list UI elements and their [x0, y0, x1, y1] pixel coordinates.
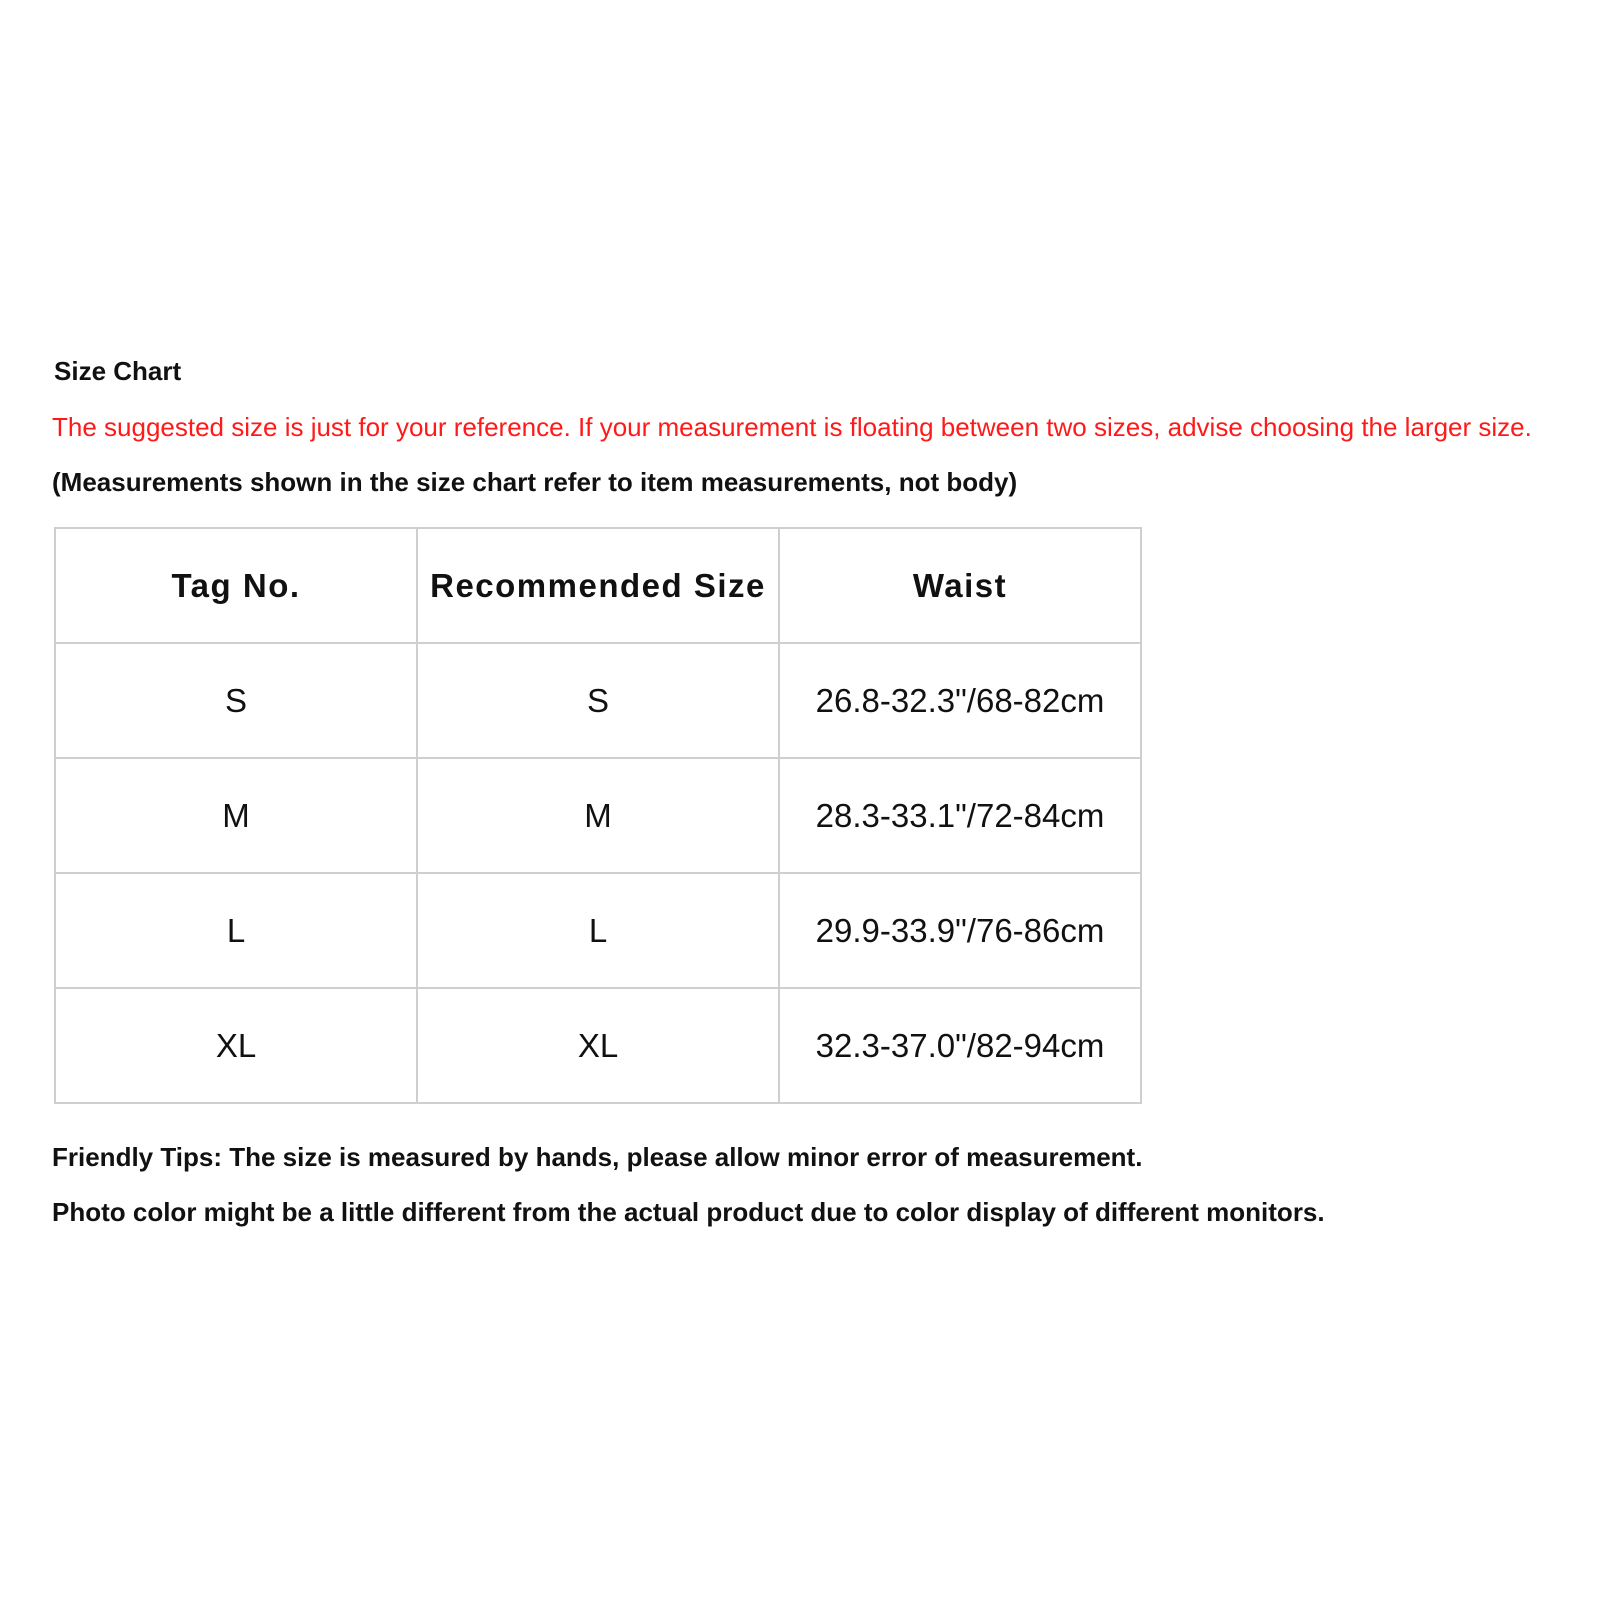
cell-recommended-size: S [417, 643, 779, 758]
header-waist: Waist [779, 528, 1141, 643]
size-table [54, 527, 1142, 1104]
table-row [55, 988, 1141, 1103]
page-title: Size Chart [54, 356, 182, 386]
cell-tag-no: M [55, 758, 417, 873]
cell-recommended-size: L [417, 873, 779, 988]
table-row [55, 758, 1141, 873]
friendly-tips: Friendly Tips: The size is measured by hands, please allow minor error of measurement. [52, 1142, 1143, 1172]
table-row [55, 873, 1141, 988]
cell-tag-no: XL [55, 988, 417, 1103]
cell-waist: 26.8-32.3"/68-82cm [779, 643, 1141, 758]
cell-tag-no: S [55, 643, 417, 758]
header-tag-no: Tag No. [55, 528, 417, 643]
cell-waist: 32.3-37.0"/82-94cm [779, 988, 1141, 1103]
cell-recommended-size: XL [417, 988, 779, 1103]
table-header-row [55, 528, 1141, 643]
size-reference-note: The suggested size is just for your reference. If your measurement is floating between two sizes, advise choosing the larger size. [52, 412, 1532, 442]
cell-waist: 28.3-33.1"/72-84cm [779, 758, 1141, 873]
photo-color-note: Photo color might be a little different from the actual product due to color display of different monitors. [52, 1197, 1325, 1227]
header-recommended-size: Recommended Size [417, 528, 779, 643]
cell-waist: 29.9-33.9"/76-86cm [779, 873, 1141, 988]
cell-tag-no: L [55, 873, 417, 988]
table-row [55, 643, 1141, 758]
cell-recommended-size: M [417, 758, 779, 873]
measurement-note: (Measurements shown in the size chart refer to item measurements, not body) [52, 467, 1018, 497]
